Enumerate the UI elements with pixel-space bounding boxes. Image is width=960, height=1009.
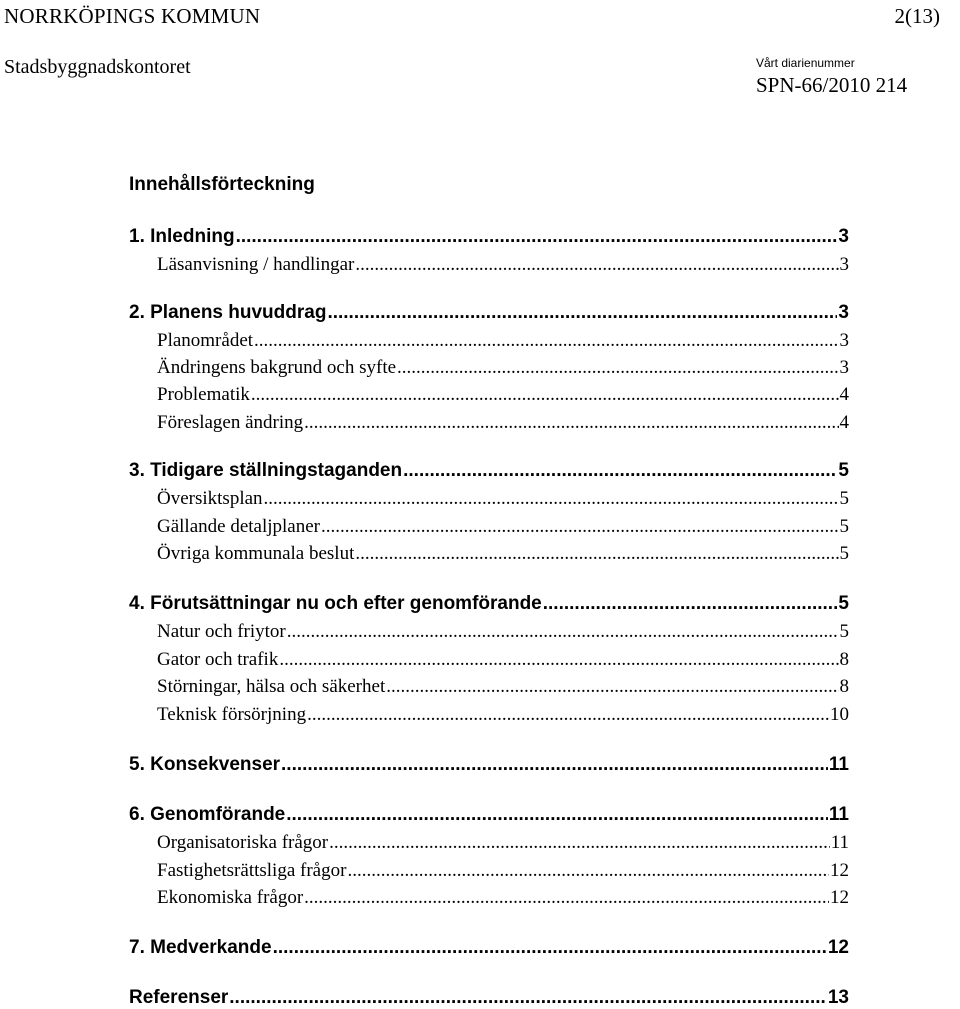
toc-entry-page: 5 — [839, 621, 849, 642]
toc-entry-sub[interactable] — [157, 649, 849, 671]
toc-leader-dots — [355, 254, 838, 276]
toc-entry-page: 3 — [839, 330, 849, 351]
toc-entry-label: Ändringens bakgrund och syfte — [157, 357, 397, 378]
toc-leader-dots — [304, 412, 838, 434]
toc-leader-dots — [543, 593, 838, 615]
page-number: 2(13) — [894, 4, 940, 28]
toc-entry-label: Gällande detaljplaner — [157, 516, 321, 537]
toc-entry-sub[interactable] — [157, 516, 849, 538]
toc-entry-page: 11 — [828, 804, 849, 825]
toc-leader-dots — [229, 987, 827, 1009]
toc-entry-label: Läsanvisning / handlingar — [157, 254, 355, 275]
toc-leader-dots — [281, 754, 828, 776]
toc-entry-page: 12 — [827, 937, 849, 958]
toc-entry-page: 5 — [838, 460, 849, 481]
toc-entry-sub[interactable] — [157, 543, 849, 565]
toc-entry-page: 5 — [839, 516, 849, 537]
toc-entry-label: Gator och trafik — [157, 649, 279, 670]
toc-leader-dots — [329, 832, 830, 854]
toc-leader-dots — [273, 937, 827, 959]
toc-entry-page: 12 — [830, 860, 849, 881]
toc-entry-page: 5 — [839, 488, 849, 509]
diarie-number: SPN-66/2010 214 — [756, 73, 908, 97]
toc-entry-label: 2. Planens huvuddrag — [129, 302, 327, 323]
toc-entry-label: Fastighetsrättsliga frågor — [157, 860, 347, 881]
toc-entry-page: 3 — [839, 254, 849, 275]
office-name: Stadsbyggnadskontoret — [4, 56, 191, 78]
toc-leader-dots — [304, 887, 829, 909]
toc-entry-page: 13 — [827, 987, 849, 1008]
toc-entry-sub[interactable] — [157, 412, 849, 434]
toc-entry-label: Problematik — [157, 384, 250, 405]
toc-entry-label: 5. Konsekvenser — [129, 754, 281, 775]
toc-entry-label: 6. Genomförande — [129, 804, 286, 825]
toc-entry-label: 3. Tidigare ställningstaganden — [129, 460, 403, 481]
toc-entry-sub[interactable] — [157, 621, 849, 643]
toc-entry-sub[interactable] — [157, 832, 849, 854]
toc-entry-sub[interactable] — [157, 860, 849, 882]
toc-entry-page: 5 — [838, 593, 849, 614]
toc-entry-page: 4 — [839, 384, 849, 405]
toc-entry-sub[interactable] — [157, 330, 849, 352]
toc-entry-page: 4 — [839, 412, 849, 433]
toc-entry-label: Referenser — [129, 987, 229, 1008]
toc-entry-label: 7. Medverkande — [129, 937, 272, 958]
toc-entry-main[interactable] — [129, 804, 849, 826]
toc-leader-dots — [327, 302, 837, 324]
toc-entry-main[interactable] — [129, 226, 849, 248]
toc-entry-page: 3 — [839, 357, 849, 378]
toc-leader-dots — [279, 649, 838, 671]
toc-entry-page: 3 — [838, 226, 849, 247]
toc-entry-main[interactable] — [129, 987, 849, 1009]
toc-entry-label: Teknisk försörjning — [157, 704, 307, 725]
toc-entry-sub[interactable] — [157, 488, 849, 510]
toc-leader-dots — [347, 860, 829, 882]
toc-entry-sub[interactable] — [157, 357, 849, 379]
toc-leader-dots — [287, 621, 839, 643]
toc-leader-dots — [254, 330, 838, 352]
municipality-name: NORRKÖPINGS KOMMUN — [4, 4, 261, 28]
toc-entry-page: 12 — [830, 887, 849, 908]
toc-entry-page: 3 — [838, 302, 849, 323]
toc-entry-label: Ekonomiska frågor — [157, 887, 304, 908]
toc-entry-page: 11 — [828, 754, 849, 775]
toc-entry-page: 8 — [839, 676, 849, 697]
toc-leader-dots — [321, 516, 838, 538]
toc-entry-label: Planområdet — [157, 330, 254, 351]
toc-entry-page: 5 — [839, 543, 849, 564]
toc-entry-sub[interactable] — [157, 704, 849, 726]
toc-leader-dots — [286, 804, 828, 826]
toc-leader-dots — [307, 704, 829, 726]
toc-entry-page: 8 — [839, 649, 849, 670]
toc-entry-label: Organisatoriska frågor — [157, 832, 329, 853]
toc-entry-label: Natur och friytor — [157, 621, 286, 642]
toc-title: Innehållsförteckning — [129, 174, 315, 195]
toc-entry-sub[interactable] — [157, 384, 849, 406]
toc-entry-sub[interactable] — [157, 676, 849, 698]
toc-leader-dots — [251, 384, 839, 406]
toc-leader-dots — [355, 543, 838, 565]
toc-entry-page: 11 — [830, 832, 849, 853]
toc-leader-dots — [236, 226, 838, 248]
toc-leader-dots — [386, 676, 838, 698]
toc-entry-sub[interactable] — [157, 254, 849, 276]
toc-entry-main[interactable] — [129, 937, 849, 959]
toc-entry-sub[interactable] — [157, 887, 849, 909]
toc-entry-main[interactable] — [129, 593, 849, 615]
toc-entry-main[interactable] — [129, 754, 849, 776]
toc-leader-dots — [264, 488, 839, 510]
toc-entry-label: 1. Inledning — [129, 226, 235, 247]
toc-entry-label: Övriga kommunala beslut — [157, 543, 355, 564]
toc-entry-page: 10 — [830, 704, 849, 725]
toc-entry-label: Översiktsplan — [157, 488, 263, 509]
toc-entry-main[interactable] — [129, 302, 849, 324]
toc-leader-dots — [397, 357, 838, 379]
diarie-label: Vårt diarienummer — [756, 56, 855, 70]
toc-leader-dots — [403, 460, 837, 482]
toc-entry-label: 4. Förutsättningar nu och efter genomförande — [129, 593, 542, 614]
toc-entry-main[interactable] — [129, 460, 849, 482]
toc-entry-label: Föreslagen ändring — [157, 412, 304, 433]
toc-entry-label: Störningar, hälsa och säkerhet — [157, 676, 386, 697]
